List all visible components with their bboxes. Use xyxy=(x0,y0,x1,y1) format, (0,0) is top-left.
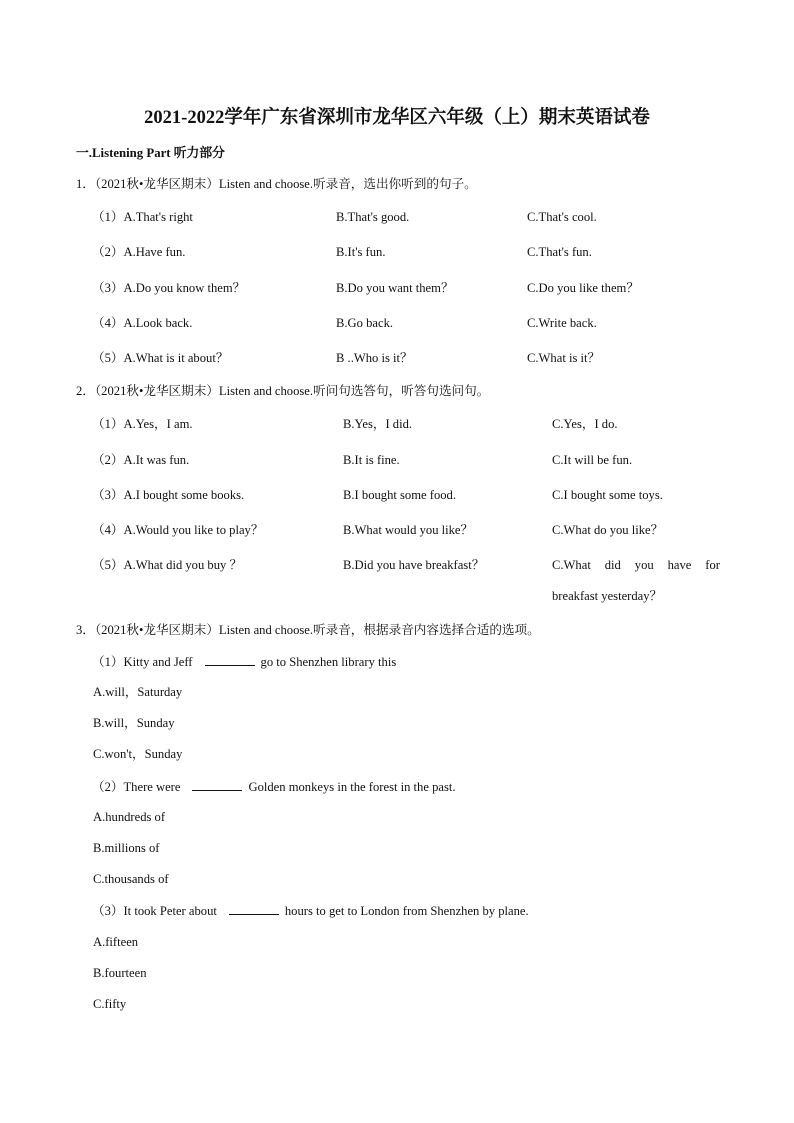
q2-5-option-c-continued: breakfast yesterday？ xyxy=(552,589,663,603)
q1-2-option-a: （2）A.Have fun. xyxy=(92,245,186,259)
q2-4-option-c: C.What do you like？ xyxy=(552,523,664,537)
q1-4-option-a: （4）A.Look back. xyxy=(92,316,193,330)
q2-3-option-a: （3）A.I bought some books. xyxy=(92,488,245,502)
page-title: 2021-2022学年广东省深圳市龙华区六年级（上）期末英语试卷 xyxy=(144,108,650,128)
q3-1-answer-blank xyxy=(205,653,255,666)
question-3-stem: 3．（2021秋•龙华区期末）Listen and choose.听录音，根据录音内容选择合适的选项。 xyxy=(76,623,540,637)
q3-3-option-c: C.fifty xyxy=(93,997,127,1011)
q1-3-option-a: （3）A.Do you know them？ xyxy=(92,281,246,295)
q1-3-option-b: B.Do you want them？ xyxy=(336,281,454,295)
q3-1-option-a: A.will，Saturday xyxy=(93,685,183,699)
q2-1-option-a: （1）A.Yes，I am. xyxy=(92,417,193,431)
section-heading-listening: 一.Listening Part 听力部分 xyxy=(76,146,225,160)
q3-2-option-a: A.hundreds of xyxy=(93,810,166,824)
q3-2-answer-blank xyxy=(192,778,242,791)
question-1-stem: 1．（2021秋•龙华区期末）Listen and choose.听录音，选出你听到的句子。 xyxy=(76,177,477,191)
q1-1-option-b: B.That's good. xyxy=(336,210,410,224)
q1-2-option-b: B.It's fun. xyxy=(336,245,386,259)
q2-5-option-c: C.What did you have for xyxy=(552,558,720,572)
q3-2-stem-start: （2）There were xyxy=(92,780,181,794)
q2-3-option-c: C.I bought some toys. xyxy=(552,488,663,502)
q2-4-option-a: （4）A.Would you like to play？ xyxy=(92,523,264,537)
question-2-stem: 2．（2021秋•龙华区期末）Listen and choose.听问句选答句，听答句选问句。 xyxy=(76,384,490,398)
q3-3-stem-start: （3）It took Peter about xyxy=(92,904,217,918)
q1-4-option-c: C.Write back. xyxy=(527,316,597,330)
q2-5-option-a: （5）A.What did you buy ？ xyxy=(92,558,243,572)
q1-5-option-c: C.What is it？ xyxy=(527,351,601,365)
q3-3-answer-blank xyxy=(229,902,279,915)
q3-3-stem-end: hours to get to London from Shenzhen by plane. xyxy=(284,904,529,918)
q2-1-option-c: C.Yes，I do. xyxy=(552,417,618,431)
q1-1-option-c: C.That's cool. xyxy=(527,210,597,224)
q3-2-option-b: B.millions of xyxy=(93,841,160,855)
q3-2-stem-end: Golden monkeys in the forest in the past. xyxy=(248,780,456,794)
q1-5-option-b: B ..Who is it？ xyxy=(336,351,413,365)
q3-2-option-c: C.thousands of xyxy=(93,872,169,886)
q3-1-stem-start: （1）Kitty and Jeff xyxy=(92,655,193,669)
q1-2-option-c: C.That's fun. xyxy=(527,245,592,259)
q2-2-option-a: （2）A.It was fun. xyxy=(92,453,190,467)
q2-2-option-b: B.It is fine. xyxy=(343,453,400,467)
q3-1-stem xyxy=(92,653,396,670)
q3-2-stem xyxy=(92,778,456,795)
q1-5-option-a: （5）A.What is it about？ xyxy=(92,351,229,365)
q3-1-option-b: B.will，Sunday xyxy=(93,716,175,730)
q3-3-stem xyxy=(92,902,529,919)
q2-5-option-b: B.Did you have breakfast？ xyxy=(343,558,485,572)
q2-3-option-b: B.I bought some food. xyxy=(343,488,456,502)
q3-1-stem-end: go to Shenzhen library this xyxy=(260,655,397,669)
q3-3-option-b: B.fourteen xyxy=(93,966,147,980)
q1-1-option-a: （1）A.That's right xyxy=(92,210,193,224)
q1-3-option-c: C.Do you like them？ xyxy=(527,281,639,295)
q3-3-option-a: A.fifteen xyxy=(93,935,139,949)
q2-4-option-b: B.What would you like？ xyxy=(343,523,474,537)
q1-4-option-b: B.Go back. xyxy=(336,316,394,330)
q2-2-option-c: C.It will be fun. xyxy=(552,453,633,467)
q3-1-option-c: C.won't，Sunday xyxy=(93,747,183,761)
q2-1-option-b: B.Yes，I did. xyxy=(343,417,413,431)
